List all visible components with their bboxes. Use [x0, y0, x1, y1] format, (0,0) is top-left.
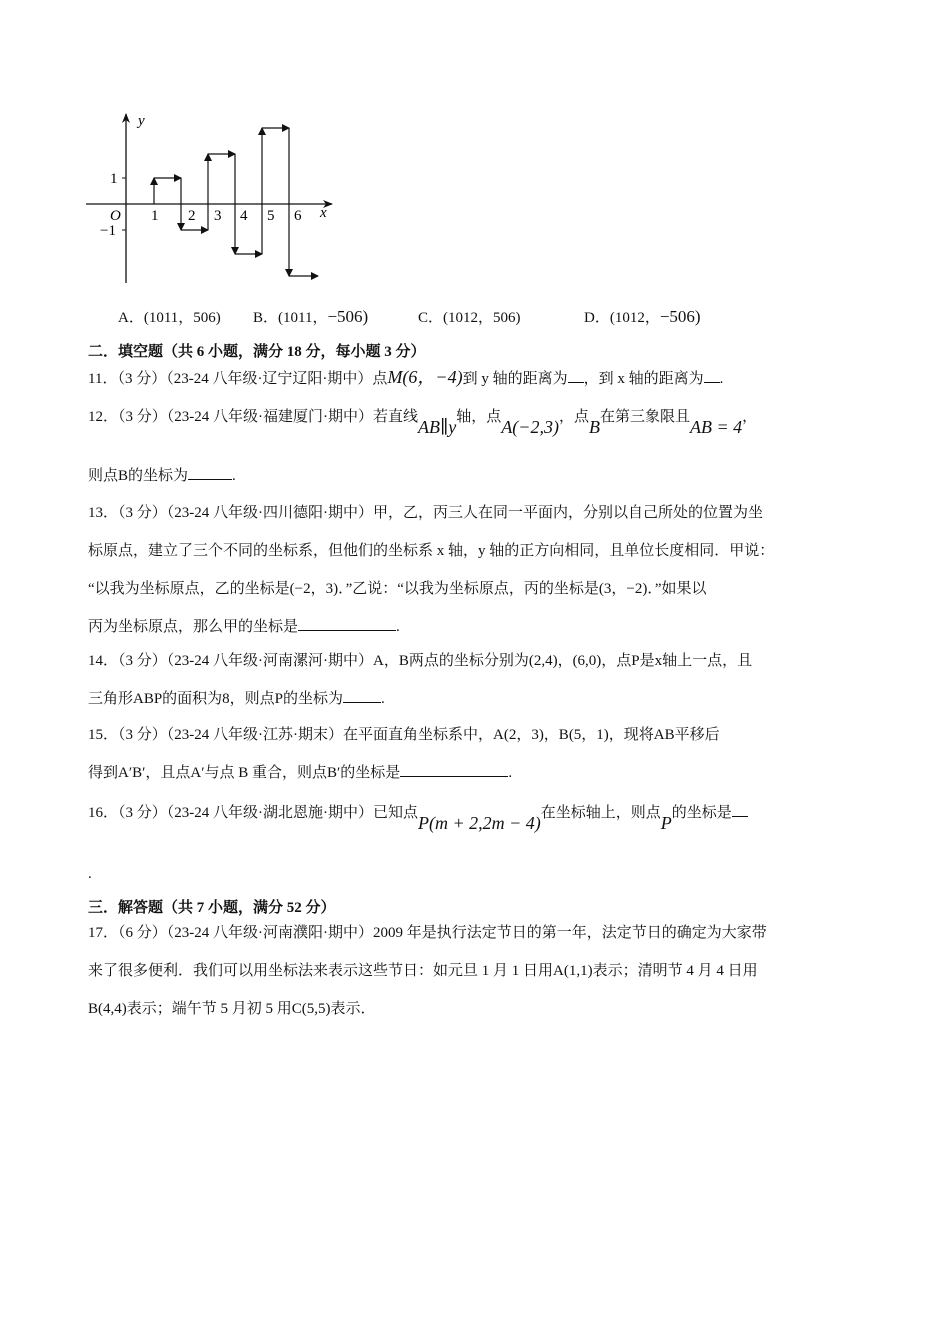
q12-math-4: AB = 4 [689, 417, 743, 437]
x-tick-4: 4 [240, 208, 248, 224]
q12-lead: 12．（3 分）（23-24 八年级·福建厦门·期中）若直线 [88, 409, 418, 425]
section-2-title: 二．填空题（共 6 小题，满分 18 分，每小题 3 分） [88, 344, 426, 360]
q12-end: . [232, 468, 236, 484]
zigzag-arrows [154, 128, 318, 276]
option-c: C．(1012，506) [418, 310, 521, 326]
q16-blank[interactable] [732, 802, 748, 817]
q16-math-1: P(m + 2,2m − 4) [418, 813, 541, 833]
question-17-line-3: B(4,4)表示；端午节 5 月初 5 用C(5,5)表示． [88, 1001, 376, 1017]
y-tick-neg: −1 [100, 223, 116, 239]
q12-text-4: ， [742, 409, 758, 425]
q12-math-1: AB∥y [418, 417, 457, 437]
question-13-line-1: 13．（3 分）（23-24 八年级·四川德阳·期中）甲，乙，丙三人在同一平面内，分别以自己所处的位置为坐 [88, 505, 763, 521]
q15-blank[interactable] [400, 762, 508, 777]
q16-lead: 16．（3 分）（23-24 八年级·湖北恩施·期中）已知点 [88, 805, 418, 821]
question-16 [88, 800, 748, 833]
q16-text-2: 的坐标是 [671, 805, 732, 821]
option-b-prefix: B．(1011， [253, 310, 328, 326]
option-b [253, 306, 368, 327]
option-d-prefix: D．(1012， [584, 310, 660, 326]
q12-blank[interactable] [188, 465, 232, 480]
q11-lead: 11．（3 分）（23-24 八年级·辽宁辽阳·期中）点 [88, 371, 388, 387]
question-12 [88, 404, 758, 437]
q11-blank-1[interactable] [568, 368, 584, 383]
q15-line2: 得到A′B′，且点A′与点 B 重合，则点B′的坐标是 [88, 765, 401, 781]
q16-text-1: 在坐标轴上，则点 [540, 805, 661, 821]
x-tick-6: 6 [294, 208, 302, 224]
q11-mid2: ，到 x 轴的距离为 [583, 371, 704, 387]
q11-blank-2[interactable] [704, 368, 720, 383]
question-16-end: . [88, 866, 92, 882]
q14-end: . [381, 691, 385, 707]
question-13-line-3: “以我为坐标原点，乙的坐标是(−2，3)．”乙说：“以我为坐标原点，丙的坐标是(3，−2)．”如果以 [88, 581, 707, 597]
q16-math-2: P [660, 813, 672, 833]
q13-blank[interactable] [298, 616, 396, 631]
option-a: A．(1011，506) [118, 310, 221, 326]
q11-end: . [719, 371, 724, 387]
x-tick-2: 2 [188, 208, 196, 224]
section-3-title: 三．解答题（共 7 小题，满分 52 分） [88, 900, 336, 916]
q14-line2: 三角形ABP的面积为8，则点P的坐标为 [88, 691, 344, 707]
option-d-value: −506) [659, 307, 701, 326]
q11-mid: 到 y 轴的距离为 [462, 371, 568, 387]
question-15-line-2 [88, 762, 512, 784]
question-17-line-1: 17．（6 分）（23-24 八年级·河南濮阳·期中）2009 年是执行法定节日的第一年，法定节日的确定为大家带 [88, 925, 767, 941]
x-tick-1: 1 [151, 208, 159, 224]
q12-text-2: ，点 [558, 409, 589, 425]
x-axis-label: x [320, 205, 327, 221]
q14-blank[interactable] [343, 688, 381, 703]
question-11 [88, 366, 723, 390]
x-tick-5: 5 [267, 208, 275, 224]
question-17-line-2: 来了很多便利．我们可以用坐标法来表示这些节日：如元旦 1 月 1 日用A(1,1)表示；清明节 4 月 4 日用 [88, 963, 758, 979]
question-14-line-2 [88, 688, 385, 710]
x-tick-3: 3 [214, 208, 222, 224]
q12-line2: 则点B的坐标为 [88, 468, 189, 484]
x-tick-labels [151, 208, 302, 224]
question-15-line-1: 15．（3 分）（23-24 八年级·江苏·期末）在平面直角坐标系中，A(2，3)，B(5，1)，现将AB平移后 [88, 727, 720, 743]
question-13-line-4 [88, 616, 400, 638]
q12-text-1: 轴，点 [456, 409, 502, 425]
option-d [584, 306, 701, 327]
y-tick-pos: 1 [110, 171, 118, 187]
q12-math-2: A(−2,3) [501, 417, 559, 437]
q11-math: M(6，−4) [387, 367, 463, 387]
q12-math-3: B [588, 417, 600, 437]
q15-end: . [508, 765, 513, 781]
q13-line4: 丙为坐标原点，那么甲的坐标是 [88, 619, 299, 635]
coordinate-figure [84, 108, 344, 290]
option-b-value: −506) [327, 307, 369, 326]
q12-text-3: 在第三象限且 [599, 409, 690, 425]
question-14-line-1: 14．（3 分）（23-24 八年级·河南漯河·期中）A，B两点的坐标分别为(2,4)，(6,0)，点P是x轴上一点，且 [88, 653, 753, 669]
y-axis-label: y [138, 113, 145, 129]
question-12-line-2 [88, 465, 236, 487]
question-13-line-2: 标原点，建立了三个不同的坐标系，但他们的坐标系 x 轴，y 轴的正方向相同，且单位长度相同．甲说： [88, 543, 775, 559]
origin-label: O [110, 208, 121, 224]
q13-end: . [396, 619, 400, 635]
